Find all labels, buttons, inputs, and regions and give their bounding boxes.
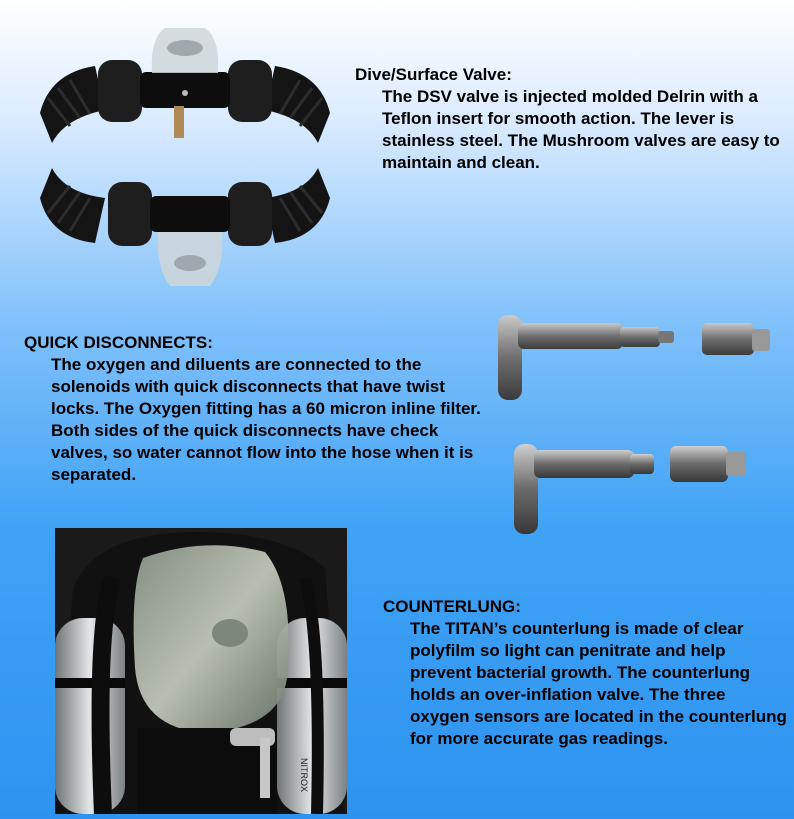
tank-label: NITROX: [299, 758, 309, 793]
counterlung-body: The TITAN’s counterlung is made of clear polyfilm so light can penitrate and help prevent bacterial growth. The counterlung holds an over-inflation valve. The three oxygen sensors are located in the counterlung for more accurate gas readings.: [410, 619, 787, 748]
counterlung-heading: COUNTERLUNG:: [383, 597, 521, 616]
quick-disconnect-photo-bottom: [510, 432, 790, 542]
quick-disconnects-section: [24, 332, 484, 486]
quick-disconnects-heading: QUICK DISCONNECTS:: [24, 333, 213, 352]
dsv-photo-top: [40, 18, 330, 148]
quick-disconnects-body: The oxygen and diluents are connected to the solenoids with quick disconnects that have twist locks. The Oxygen fitting has a 60 micron inline filter. Both sides of the quick disconnects have check valves, so water cannot flow into the hose when it is separated.: [51, 355, 481, 484]
dsv-photo-bottom: [40, 168, 330, 293]
counterlung-photo: [55, 528, 347, 814]
dsv-heading: Dive/Surface Valve:: [355, 65, 512, 84]
dsv-body: The DSV valve is injected molded Delrin with a Teflon insert for smooth action. The lever is stainless steel. The Mushroom valves are easy to maintain and clean.: [382, 87, 780, 172]
counterlung-section: [383, 596, 788, 750]
quick-disconnect-photo-top: [490, 305, 790, 410]
dsv-section: [355, 64, 785, 174]
